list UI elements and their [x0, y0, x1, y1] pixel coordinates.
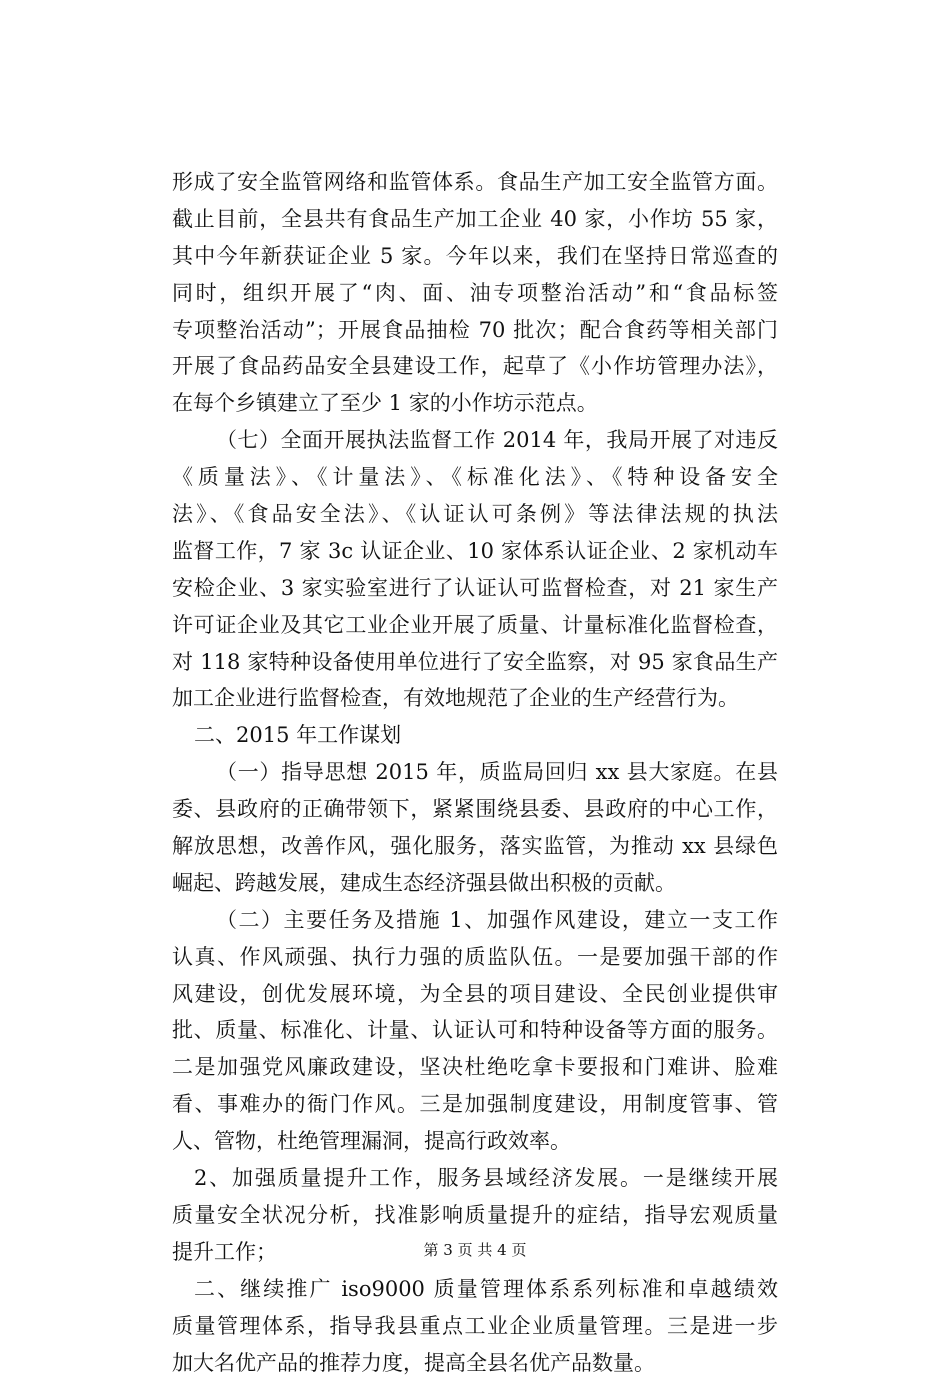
text-line: 看、事难办的衙门作风。三是加强制度建设，用制度管事、管: [172, 1086, 778, 1123]
text-line: 监督工作，7 家 3c 认证企业、10 家体系认证企业、2 家机动车: [172, 533, 778, 570]
text-line: 人、管物，杜绝管理漏洞，提高行政效率。: [172, 1123, 778, 1160]
text-line: 许可证企业及其它工业企业开展了质量、计量标准化监督检查，: [172, 607, 778, 644]
page-footer: 第 3 页 共 4 页: [0, 1240, 950, 1260]
text-line: 崛起、跨越发展，建成生态经济强县做出积极的贡献。: [172, 865, 778, 902]
text-line: 解放思想，改善作风，强化服务，落实监管，为推动 xx 县绿色: [172, 828, 778, 865]
text-line: 提升工作；: [172, 1234, 778, 1271]
text-line: 其中今年新获证企业 5 家。今年以来，我们在坚持日常巡查的: [172, 238, 778, 275]
text-line: 认真、作风顽强、执行力强的质监队伍。一是要加强干部的作: [172, 939, 778, 976]
text-line: 安检企业、3 家实验室进行了认证认可监督检查，对 21 家生产: [172, 570, 778, 607]
text-line: 加工企业进行监督检查，有效地规范了企业的生产经营行为。: [172, 680, 778, 717]
text-line: 对 118 家特种设备使用单位进行了安全监察，对 95 家食品生产: [172, 644, 778, 681]
document-body: [172, 164, 778, 1381]
text-line: 法》、《食品安全法》、《认证认可条例》等法律法规的执法: [172, 496, 778, 533]
text-line: 质量管理体系，指导我县重点工业企业质量管理。三是进一步: [172, 1308, 778, 1345]
text-line: 2、加强质量提升工作，服务县域经济发展。一是继续开展: [172, 1160, 778, 1197]
text-line: 二、2015 年工作谋划: [172, 717, 778, 754]
text-line: （七）全面开展执法监督工作 2014 年，我局开展了对违反: [172, 422, 778, 459]
text-line: （二）主要任务及措施 1、加强作风建设，建立一支工作: [172, 902, 778, 939]
text-line: 委、县政府的正确带领下，紧紧围绕县委、县政府的中心工作，: [172, 791, 778, 828]
text-line: 形成了安全监管网络和监管体系。食品生产加工安全监管方面。: [172, 164, 778, 201]
text-line: 在每个乡镇建立了至少 1 家的小作坊示范点。: [172, 385, 778, 422]
text-line: 二是加强党风廉政建设，坚决杜绝吃拿卡要报和门难讲、脸难: [172, 1049, 778, 1086]
text-line: 《质量法》、《计量法》、《标准化法》、《特种设备安全: [172, 459, 778, 496]
text-line: 批、质量、标准化、计量、认证认可和特种设备等方面的服务。: [172, 1012, 778, 1049]
text-line: （一）指导思想 2015 年，质监局回归 xx 县大家庭。在县: [172, 754, 778, 791]
text-line: 加大名优产品的推荐力度，提高全县名优产品数量。: [172, 1345, 778, 1381]
text-line: 同时，组织开展了“肉、面、油专项整治活动”和“食品标签: [172, 275, 778, 312]
text-line: 二、继续推广 iso9000 质量管理体系系列标准和卓越绩效: [172, 1271, 778, 1308]
text-line: 质量安全状况分析，找准影响质量提升的症结，指导宏观质量: [172, 1197, 778, 1234]
text-line: 截止目前，全县共有食品生产加工企业 40 家，小作坊 55 家，: [172, 201, 778, 238]
text-line: 开展了食品药品安全县建设工作，起草了《小作坊管理办法》，: [172, 348, 778, 385]
text-line: 风建设，创优发展环境，为全县的项目建设、全民创业提供审: [172, 976, 778, 1013]
text-line: 专项整治活动”；开展食品抽检 70 批次；配合食药等相关部门: [172, 312, 778, 349]
